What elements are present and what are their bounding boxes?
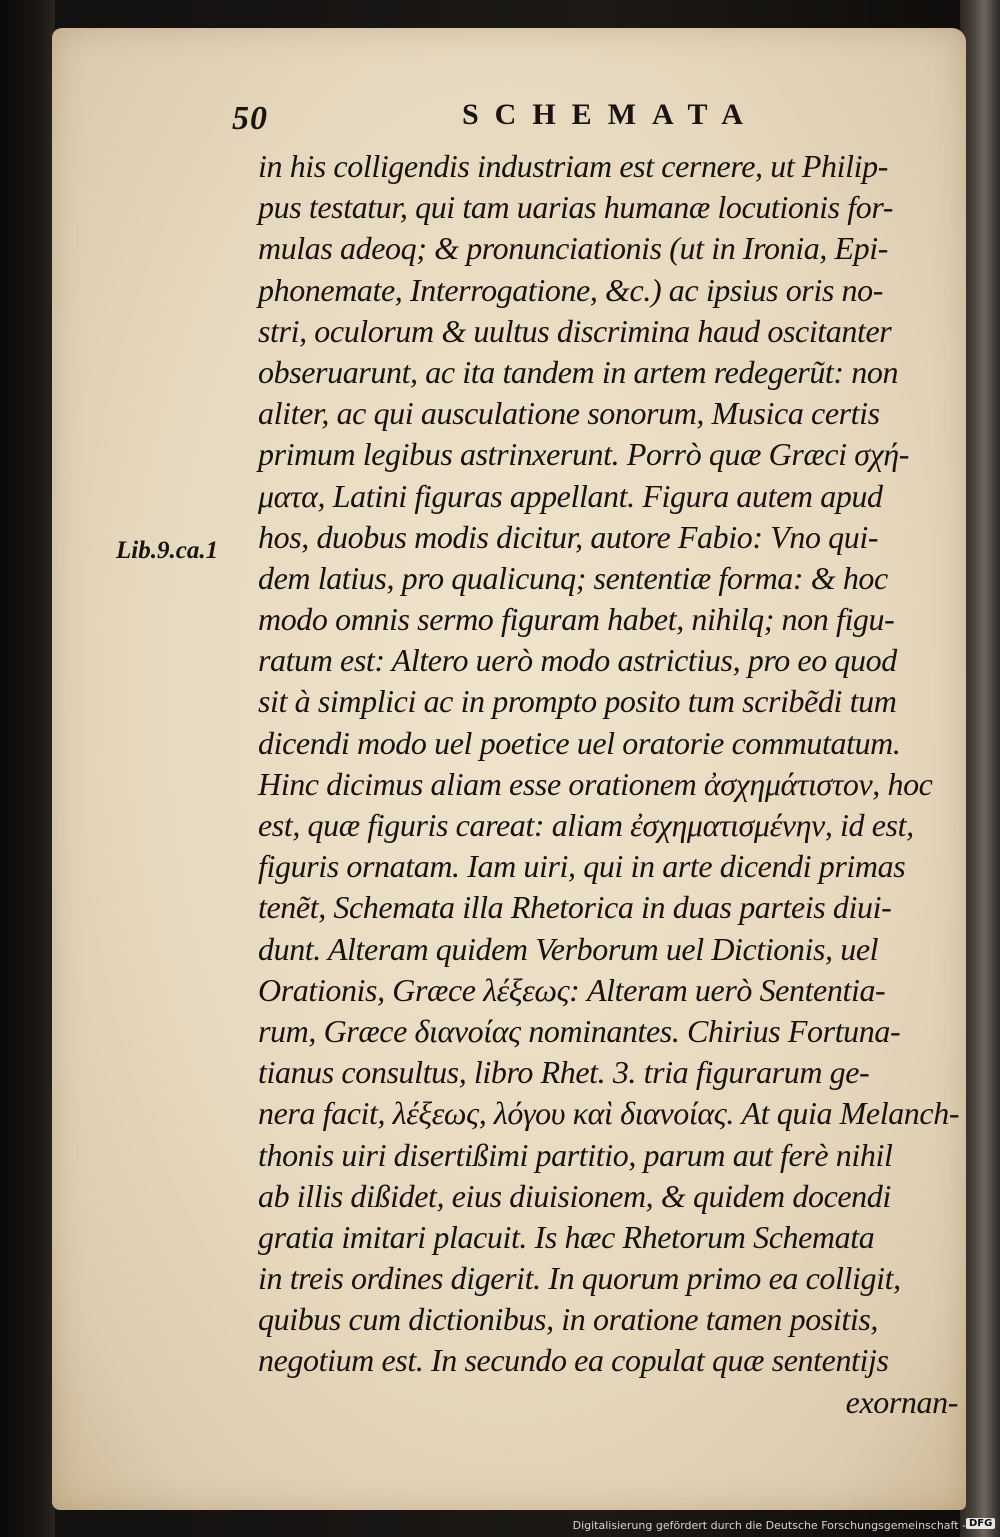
facing-page-edge bbox=[0, 0, 55, 1537]
catchword-line: exornan- bbox=[845, 1383, 958, 1420]
page-number: 50 bbox=[232, 100, 268, 137]
text-line: figuris ornatam. Iam uiri, qui in arte dicendi primas bbox=[258, 848, 906, 885]
text-line: est, quæ figuris careat: aliam ἐσχηματισμένην, id est, bbox=[258, 807, 914, 843]
text-line: nera facit, λέξεως, λόγου καὶ διανοίας. At quia Melanch- bbox=[258, 1095, 960, 1132]
text-line: tianus consultus, libro Rhet. 3. tria figurarum ge- bbox=[258, 1054, 870, 1091]
text-line: Hinc dicimus aliam esse orationem ἀσχημάτιστον, hoc bbox=[258, 765, 933, 802]
text-line: rum, Græce διανοίας nominantes. Chirius Fortuna- bbox=[258, 1012, 901, 1049]
text-line: gratia imitari placuit. Is hæc Rhetorum Schemata bbox=[258, 1218, 875, 1255]
text-line: phonemate, Interrogatione, &c.) ac ipsius oris no- bbox=[258, 271, 883, 308]
body-text bbox=[258, 146, 970, 1423]
text-line: aliter, ac qui ausculatione sonorum, Musica certis bbox=[258, 395, 880, 432]
text-line: pus testatur, qui tam uarias humanæ locutionis for- bbox=[258, 189, 894, 226]
text-line: ματα, Latini figuras appellant. Figura autem apud bbox=[258, 477, 883, 514]
text-line: primum legibus astrinxerunt. Porrò quæ Græci σχή- bbox=[258, 436, 910, 473]
text-line: dem latius, pro qualicunq; sententiæ forma: & hoc bbox=[258, 559, 888, 596]
running-head: SCHEMATA bbox=[462, 98, 759, 131]
text-line: ratum est: Altero uerò modo astrictius, pro eo quod bbox=[258, 642, 897, 679]
dfg-logo: DFG bbox=[966, 1518, 995, 1529]
text-line: dunt. Alteram quidem Verborum uel Dictionis, uel bbox=[258, 930, 879, 967]
text-line: ab illis dißidet, eius diuisionem, & quidem docendi bbox=[258, 1177, 891, 1214]
text-line: hos, duobus modis dicitur, autore Fabio: Vno qui- bbox=[258, 518, 879, 555]
text-line: Orationis, Græce λέξεως: Alteram uerò Sententia- bbox=[258, 971, 886, 1008]
text-line: quibus cum dictionibus, in oratione tamen positis, bbox=[258, 1301, 878, 1338]
text-line: in his colligendis industriam est cernere, ut Philip- bbox=[258, 148, 888, 184]
text-line: tenẽt, Schemata illa Rhetorica in duas parteis diui- bbox=[258, 889, 892, 926]
margin-note: Lib.9.ca.1 bbox=[116, 537, 219, 564]
digitization-credit: Digitalisierung gefördert durch die Deutsche Forschungsgemeinschaft - bbox=[572, 1519, 966, 1532]
text-line: in treis ordines digerit. In quorum primo ea colligit, bbox=[258, 1260, 901, 1297]
text-line: sit à simplici ac in prompto posito tum scribẽdi tum bbox=[258, 683, 897, 720]
text-line: modo omnis sermo figuram habet, nihilq; non figu- bbox=[258, 601, 895, 638]
text-line: dicendi modo uel poetice uel oratorie commutatum. bbox=[258, 724, 901, 761]
text-line: stri, oculorum & uultus discrimina haud oscitanter bbox=[258, 312, 892, 349]
text-line: mulas adeoq; & pronunciationis (ut in Ironia, Epi- bbox=[258, 230, 889, 267]
text-line: thonis uiri disertißimi partitio, parum aut ferè nihil bbox=[258, 1136, 893, 1173]
text-line: negotium est. In secundo ea copulat quæ sententijs bbox=[258, 1342, 889, 1379]
text-line: obseruarunt, ac ita tandem in artem redegerũt: non bbox=[258, 353, 899, 390]
